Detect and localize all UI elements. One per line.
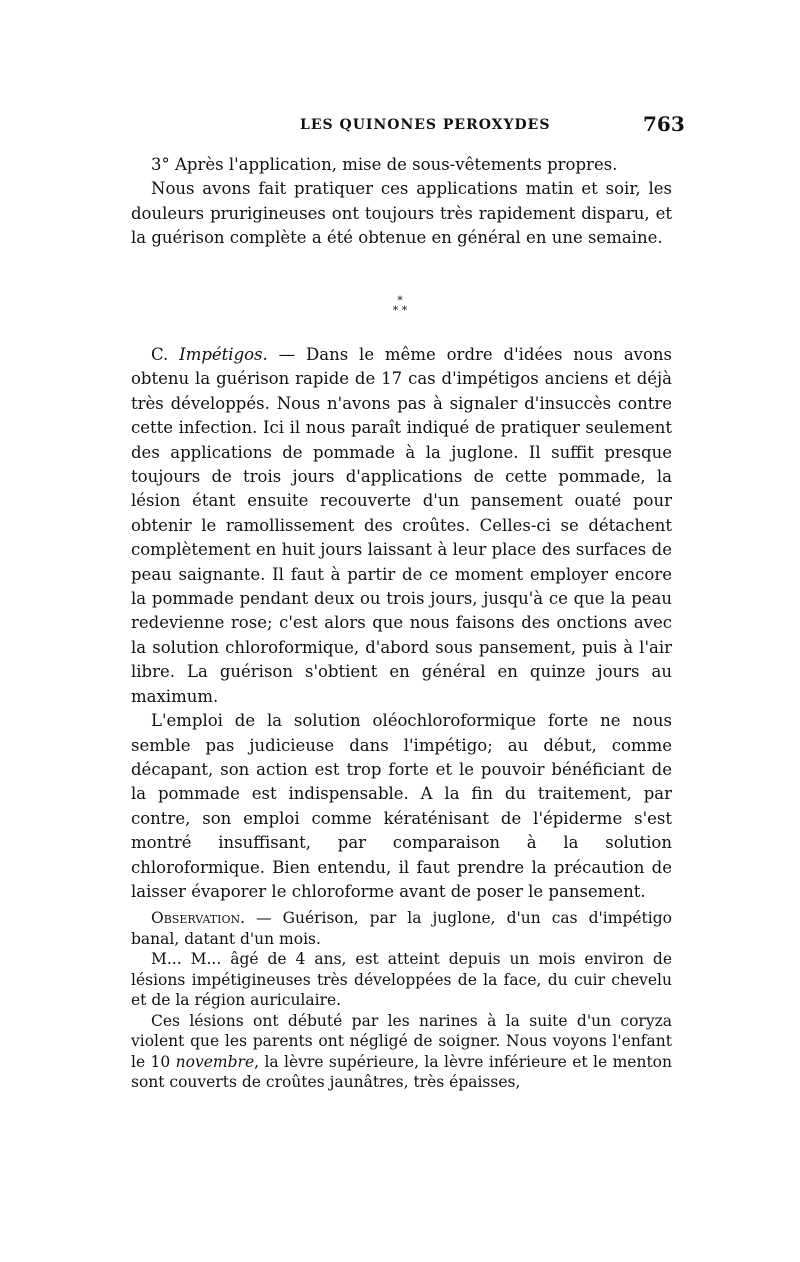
paragraph-text: Ces lésions ont débuté par les narines à la suite d'un coryza violent que les parents ont négligé de soigner. Nous voyons l'enfant le 10 — [131, 1011, 672, 1071]
section-b-conclusion — [131, 153, 672, 251]
section-c-impetigos — [131, 343, 672, 904]
paragraph — [131, 1011, 672, 1093]
paragraph-text: , la lèvre supérieure, la lèvre inférieure et le menton sont couverts de croûtes jaunâtres, très épaisses, — [131, 1052, 672, 1091]
date-emphasis: novembre — [175, 1052, 255, 1071]
paragraph: Nous avons fait pratiquer ces applications matin et soir, les douleurs prurigineuses ont toujours très rapidement disparu, et la guérison complète a été obtenue en général en une semaine. — [131, 179, 672, 248]
section-text: — Dans le même ordre d'idées nous avons obtenu la guérison rapide de 17 cas d'impétigos anciens et déjà très développés. Nous n'avons pas à signaler d'insuccès contre cette infection. Ici il nous paraît indiqué de pratiquer seulement des applications de pommade à la juglone. Il suffit presque toujours de trois jours d'applications de cette pommade, la lésion étant ensuite recouverte d'un pansement ouaté pour obtenir le ramollissement des croûtes. Celles-ci se détachent complètement en huit jours laissant à leur place des surfaces de peau saignante. Il faut à partir de ce moment employer encore la pommade pendant deux ou trois jours, jusqu'à ce que la peau redevienne rose; c'est alors que nous faisons des onctions avec la solution chloroformique, d'abord sous pansement, puis à l'air libre. La guérison s'obtient en général en quinze jours au maximum. — [131, 345, 673, 706]
section-title: Impétigos. — [179, 345, 268, 364]
observation-block — [131, 908, 672, 1093]
asterism-bottom: * * — [392, 304, 408, 317]
observation-title: — Guérison, par la juglone, d'un cas d'impétigo banal, datant d'un mois. — [131, 909, 672, 948]
page-number: 763 — [643, 112, 685, 136]
observation-label: Observation. — [151, 909, 246, 927]
section-c-paragraph — [131, 343, 672, 709]
running-title: LES QUINONES PEROXYDES — [300, 117, 551, 133]
observation-heading — [131, 908, 672, 949]
paragraph: L'emploi de la solution oléochloroformique forte ne nous semble pas judicieuse dans l'impétigo; au début, comme décapant, son action est trop forte et le pouvoir bénéficiant de la pommade est indispensable. A la fin du traitement, par contre, son emploi comme kératénisant de l'épiderme s'est montré insuffisant, par comparaison à la solution chloroformique. Bien entendu, il faut prendre la précaution de laisser évaporer le chloroforme avant de poser le pansement. — [131, 711, 672, 901]
paragraph: M... M... âgé de 4 ans, est atteint depuis un mois environ de lésions impétigineuses très développées de la face, du cuir chevelu et de la région auriculaire. — [131, 950, 672, 1009]
paragraph: 3° Après l'application, mise de sous-vêtements propres. — [151, 155, 618, 174]
asterism-top: * — [397, 294, 403, 307]
asterism-separator — [380, 296, 420, 316]
section-label: C. — [151, 345, 169, 364]
